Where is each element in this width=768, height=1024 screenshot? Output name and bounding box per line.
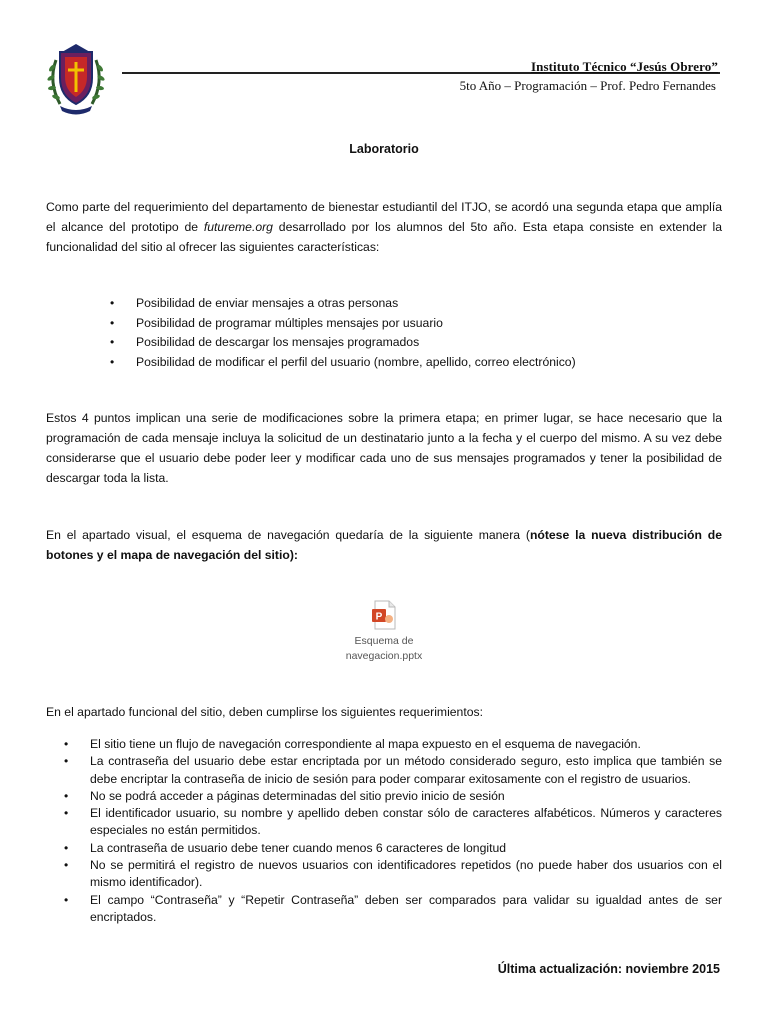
- features-list: [136, 294, 736, 372]
- list-item: • No se permitirá el registro de nuevos usuarios con identificadores repetidos (no puede haber dos usuarios con el mismo identificador).: [90, 857, 722, 892]
- school-crest-icon: [46, 40, 106, 118]
- intro-text-after: desarrollado por los alumnos del 5to año. Esta etapa consiste en extender la funcionalidad del sitio al ofrecer las siguientes características:: [46, 220, 722, 254]
- visual-text-bold: nótese la nueva distribución de botones y el mapa de navegación del sitio):: [46, 528, 722, 562]
- intro-paragraph: [46, 197, 722, 257]
- svg-text:P: P: [375, 611, 383, 623]
- list-item: • Posibilidad de modificar el perfil del usuario (nombre, apellido, correo electrónico): [136, 353, 736, 373]
- list-item: • El identificador usuario, su nombre y apellido deben constar sólo de caracteres alfabéticos. Números y caracteres especiales no están permitidos.: [90, 805, 722, 840]
- paragraph-functional: En el apartado funcional del sitio, deben cumplirse los siguientes requerimientos:: [46, 705, 483, 719]
- site-name: futureme.org: [203, 220, 273, 234]
- list-item: • Posibilidad de programar múltiples mensajes por usuario: [136, 314, 736, 334]
- list-item: • Posibilidad de descargar los mensajes programados: [136, 333, 736, 353]
- attachment-caption: [338, 634, 430, 664]
- list-item: • El sitio tiene un flujo de navegación correspondiente al mapa expuesto en el esquema de navegación.: [90, 736, 722, 753]
- intro-text-before: Como parte del requerimiento del departamento de bienestar estudiantil del ITJO, se acordó una segunda etapa que amplía el alcance del prototipo de: [46, 200, 722, 234]
- paragraph-modifications: Estos 4 puntos implican una serie de modificaciones sobre la primera etapa; en primer lugar, se hace necesario que la programación de cada mensaje incluya la solicitud de un destinatario junto a la fecha y el cuerpo del mismo. A su vez debe considerarse que el usuario debe poder leer y modificar cada uno de sus mensajes programados y tener la posibilidad de descargar toda la lista.: [46, 411, 722, 485]
- list-item: • No se podrá acceder a páginas determinadas del sitio previo inicio de sesión: [90, 788, 722, 805]
- powerpoint-file-icon: [371, 600, 397, 630]
- institute-name: Instituto Técnico “Jesús Obrero”: [530, 59, 718, 74]
- attachment-caption-line1: Esquema de: [354, 635, 414, 647]
- requirements-list: [90, 736, 722, 926]
- attachment-caption-line2: navegacion.pptx: [345, 650, 423, 662]
- list-item: • El campo “Contraseña” y “Repetir Contraseña” deben ser comparados para validar su igualdad antes de ser encriptados.: [90, 892, 722, 927]
- document-title: Laboratorio: [349, 142, 419, 156]
- list-item: • La contraseña de usuario debe tener cuando menos 6 caracteres de longitud: [90, 840, 722, 857]
- list-item: • La contraseña del usuario debe estar encriptada por un método considerado seguro, esto implica que también se debe encriptar la contraseña de inicio de sesión para poder comparar exitosamente con el registro de usuarios.: [90, 753, 722, 788]
- paragraph-visual: [46, 525, 722, 565]
- attachment-esquema-navegacion[interactable]: [338, 600, 430, 670]
- course-line: 5to Año – Programación – Prof. Pedro Fernandes: [459, 78, 716, 93]
- list-item: • Posibilidad de enviar mensajes a otras personas: [136, 294, 736, 314]
- visual-text-before: En el apartado visual, el esquema de navegación quedaría de la siguiente manera (: [46, 528, 530, 542]
- last-updated: Última actualización: noviembre 2015: [497, 962, 720, 976]
